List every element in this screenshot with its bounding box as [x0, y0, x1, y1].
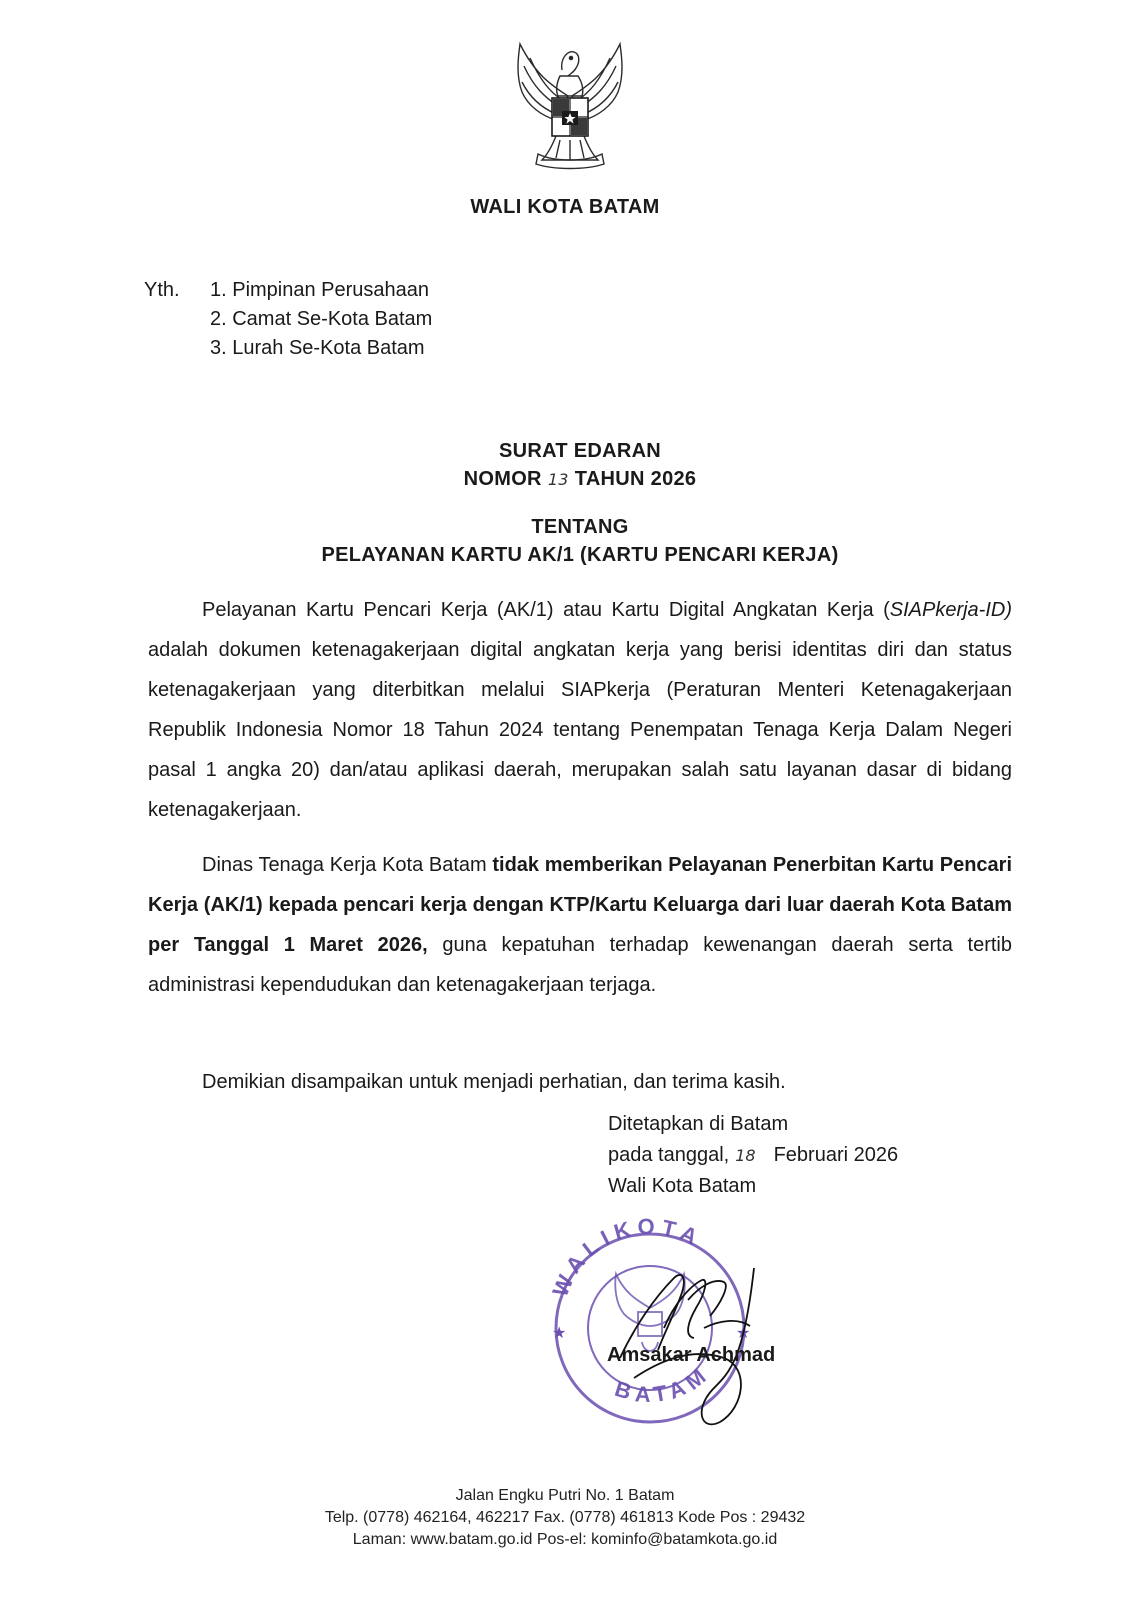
- footer: [0, 1485, 1130, 1551]
- number-label: NOMOR: [463, 468, 542, 490]
- year-label: TAHUN 2026: [574, 468, 697, 490]
- recipient-list: [210, 276, 432, 363]
- garuda-emblem-icon: [498, 36, 642, 172]
- topic-title: PELAYANAN KARTU AK/1 (KARTU PENCARI KERJA): [321, 544, 839, 566]
- footer-contacts: Telp. (0778) 462164, 462217 Fax. (0778) 461813 Kode Pos : 29432: [324, 1509, 806, 1526]
- body-paragraph-1: Pelayanan Kartu Pencari Kerja (AK/1) atau Kartu Digital Angkatan Kerja (SIAPkerja-ID) adalah dokumen ketenagakerjaan digital angkatan kerja yang berisi identitas diri dan status ketenagakerjaan yang diterbitkan melalui SIAPkerja (Peraturan Menteri Ketenagakerjaan Republik Indonesia Nomor 18 Tahun 2024 tentang Penempatan Tenaga Kerja Dalam Negeri pasal 1 angka 20) dan/atau aplikasi daerah, merupakan salah satu layanan dasar di bidang ketenagakerjaan.: [148, 599, 1012, 821]
- svg-text:★: ★: [552, 1325, 567, 1342]
- footer-web: Laman: www.batam.go.id Pos-el: kominfo@batamkota.go.id: [352, 1531, 778, 1548]
- bold-notice: tidak memberikan Pelayanan Penerbitan Kartu Pencari Kerja (AK/1) kepada pencari kerja dengan KTP/Kartu Keluarga dari luar daerah Kota Batam per Tanggal 1 Maret 2026,: [148, 854, 1012, 956]
- body-paragraph-2: Dinas Tenaga Kerja Kota Batam tidak memberikan Pelayanan Penerbitan Kartu Pencari Kerja (AK/1) kepada pencari kerja dengan KTP/Kartu Keluarga dari luar daerah Kota Batam per Tanggal 1 Maret 2026, guna kepatuhan terhadap kewenangan daerah serta tertib administrasi kependudukan dan ketenagakerjaan terjaga.: [148, 854, 1012, 996]
- topic-block: [0, 513, 1130, 569]
- document-title-block: [0, 437, 1130, 494]
- footer-address: Jalan Engku Putri No. 1 Batam: [455, 1487, 675, 1504]
- document-type: SURAT EDARAN: [498, 440, 662, 462]
- topic-label: TENTANG: [531, 516, 629, 538]
- recipient-prefix: Yth.: [144, 279, 180, 301]
- body-paragraph-3: Demikian disampaikan untuk menjadi perhatian, dan terima kasih.: [202, 1071, 786, 1093]
- date-line: pada tanggal, 18 Februari 2026: [608, 1144, 899, 1166]
- place-established: Ditetapkan di Batam: [608, 1113, 789, 1135]
- handwritten-number: 13: [547, 470, 569, 489]
- recipient-item: 1. Pimpinan Perusahaan: [210, 279, 430, 301]
- handwritten-day: 18: [735, 1146, 756, 1165]
- document-number-line: [0, 465, 1130, 494]
- signer-name: Amsakar Achmad: [607, 1344, 776, 1366]
- official-seal-stamp: [524, 1208, 778, 1428]
- italic-term: SIAPkerja-ID): [889, 599, 1012, 621]
- signer-position: Wali Kota Batam: [608, 1175, 757, 1197]
- letterhead-title: WALI KOTA BATAM: [470, 196, 660, 218]
- closing-block: [608, 1109, 898, 1202]
- svg-text:★: ★: [736, 1325, 751, 1342]
- svg-text:BATAM: BATAM: [611, 1360, 716, 1408]
- recipient-item: 3. Lurah Se-Kota Batam: [210, 337, 425, 359]
- recipient-item: 2. Camat Se-Kota Batam: [210, 308, 433, 330]
- svg-text:WALIKOTA: WALIKOTA: [547, 1213, 707, 1301]
